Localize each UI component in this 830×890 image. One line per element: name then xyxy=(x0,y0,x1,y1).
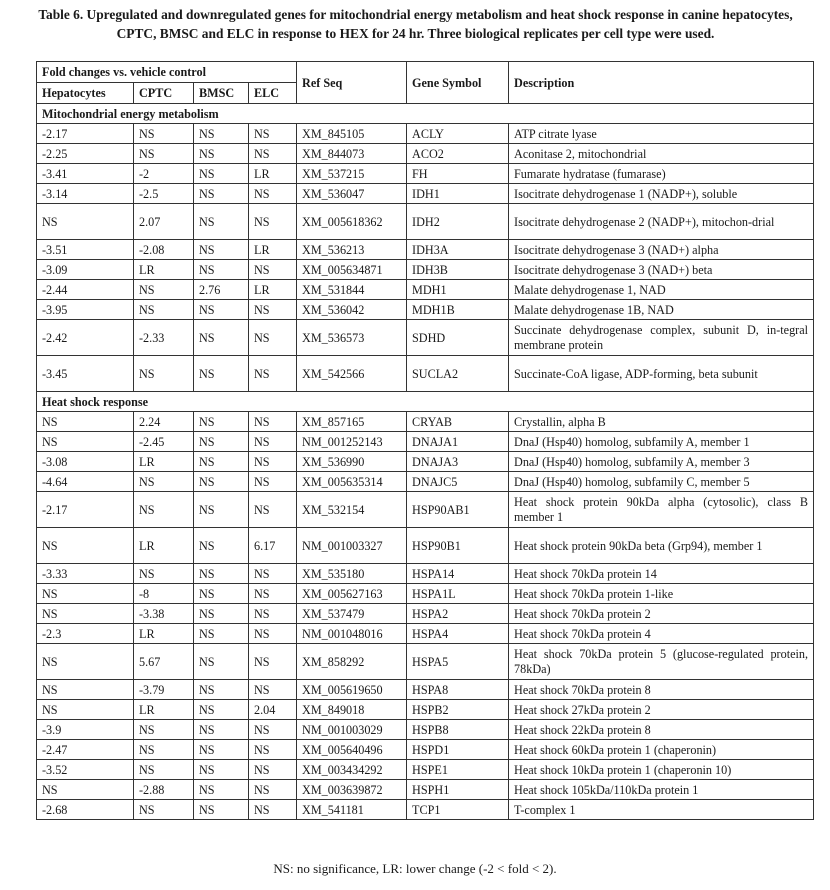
header-row-1 xyxy=(37,62,814,83)
description-cell: Heat shock 70kDa protein 5 (glucose-regulated protein, 78kDa) xyxy=(509,644,814,680)
table-row xyxy=(37,452,814,472)
table-row xyxy=(37,760,814,780)
hepatocytes-cell: -2.17 xyxy=(37,492,134,528)
gene-symbol-cell: HSP90AB1 xyxy=(407,492,509,528)
gene-symbol-cell: HSP90B1 xyxy=(407,528,509,564)
cptc-cell: -8 xyxy=(134,584,194,604)
table-row xyxy=(37,144,814,164)
cptc-cell: NS xyxy=(134,472,194,492)
refseq-cell: NM_001003029 xyxy=(297,720,407,740)
bmsc-cell: NS xyxy=(194,700,249,720)
description-cell: DnaJ (Hsp40) homolog, subfamily A, member 1 xyxy=(509,432,814,452)
table-footnote: NS: no significance, LR: lower change (-2 < fold < 2). xyxy=(273,861,557,876)
bmsc-header: BMSC xyxy=(194,83,249,104)
description-cell: Heat shock 10kDa protein 1 (chaperonin 10) xyxy=(509,760,814,780)
elc-cell: LR xyxy=(249,240,297,260)
cptc-cell: LR xyxy=(134,700,194,720)
refseq-cell: XM_005618362 xyxy=(297,204,407,240)
section-row xyxy=(37,392,814,412)
cptc-cell: NS xyxy=(134,720,194,740)
hepatocytes-cell: NS xyxy=(37,680,134,700)
bmsc-cell: NS xyxy=(194,492,249,528)
elc-cell: NS xyxy=(249,124,297,144)
refseq-cell: XM_531844 xyxy=(297,280,407,300)
refseq-cell: XM_535180 xyxy=(297,564,407,584)
hepatocytes-cell: NS xyxy=(37,528,134,564)
elc-cell: NS xyxy=(249,356,297,392)
hepatocytes-cell: NS xyxy=(37,432,134,452)
cptc-header: CPTC xyxy=(134,83,194,104)
gene-symbol-cell: HSPE1 xyxy=(407,760,509,780)
hepatocytes-cell: -3.95 xyxy=(37,300,134,320)
gene-symbol-cell: IDH3B xyxy=(407,260,509,280)
cptc-cell: 5.67 xyxy=(134,644,194,680)
table-row xyxy=(37,680,814,700)
bmsc-cell: NS xyxy=(194,680,249,700)
elc-cell: NS xyxy=(249,720,297,740)
refseq-cell: XM_532154 xyxy=(297,492,407,528)
table-row xyxy=(37,472,814,492)
hepatocytes-cell: -2.47 xyxy=(37,740,134,760)
refseq-cell: XM_857165 xyxy=(297,412,407,432)
elc-cell: NS xyxy=(249,144,297,164)
refseq-cell: XM_005635314 xyxy=(297,472,407,492)
hepatocytes-cell: -3.14 xyxy=(37,184,134,204)
bmsc-cell: NS xyxy=(194,564,249,584)
cptc-cell: NS xyxy=(134,356,194,392)
hepatocytes-cell: -2.17 xyxy=(37,124,134,144)
refseq-cell: XM_849018 xyxy=(297,700,407,720)
hepatocytes-cell: -3.51 xyxy=(37,240,134,260)
cptc-cell: -3.38 xyxy=(134,604,194,624)
gene-symbol-cell: HSPA1L xyxy=(407,584,509,604)
cptc-cell: 2.07 xyxy=(134,204,194,240)
elc-cell: NS xyxy=(249,432,297,452)
bmsc-cell: NS xyxy=(194,300,249,320)
elc-cell: NS xyxy=(249,624,297,644)
cptc-cell: LR xyxy=(134,624,194,644)
table-row xyxy=(37,320,814,356)
description-cell: Aconitase 2, mitochondrial xyxy=(509,144,814,164)
refseq-cell: NM_001048016 xyxy=(297,624,407,644)
table-row xyxy=(37,164,814,184)
elc-cell: NS xyxy=(249,452,297,472)
refseq-cell: XM_858292 xyxy=(297,644,407,680)
description-cell: DnaJ (Hsp40) homolog, subfamily A, member 3 xyxy=(509,452,814,472)
table-row xyxy=(37,356,814,392)
cptc-cell: -2.08 xyxy=(134,240,194,260)
table-row xyxy=(37,260,814,280)
table-row xyxy=(37,300,814,320)
hepatocytes-cell: -2.3 xyxy=(37,624,134,644)
hepatocytes-cell: -2.44 xyxy=(37,280,134,300)
gene-symbol-cell: HSPD1 xyxy=(407,740,509,760)
bmsc-cell: NS xyxy=(194,528,249,564)
table-row xyxy=(37,800,814,820)
refseq-cell: XM_536042 xyxy=(297,300,407,320)
table-row xyxy=(37,432,814,452)
elc-cell: NS xyxy=(249,604,297,624)
cptc-cell: NS xyxy=(134,800,194,820)
description-cell: Heat shock protein 90kDa beta (Grp94), member 1 xyxy=(509,528,814,564)
description-header: Description xyxy=(509,62,814,104)
cptc-cell: -2 xyxy=(134,164,194,184)
description-cell: Heat shock 60kDa protein 1 (chaperonin) xyxy=(509,740,814,760)
gene-symbol-cell: FH xyxy=(407,164,509,184)
table-row xyxy=(37,604,814,624)
cptc-cell: NS xyxy=(134,280,194,300)
bmsc-cell: NS xyxy=(194,124,249,144)
gene-symbol-cell: HSPA5 xyxy=(407,644,509,680)
elc-cell: NS xyxy=(249,412,297,432)
elc-cell: NS xyxy=(249,260,297,280)
table-row xyxy=(37,124,814,144)
cptc-cell: NS xyxy=(134,144,194,164)
gene-symbol-cell: IDH3A xyxy=(407,240,509,260)
table-row xyxy=(37,624,814,644)
gene-symbol-cell: HSPA4 xyxy=(407,624,509,644)
elc-cell: NS xyxy=(249,492,297,528)
cptc-cell: NS xyxy=(134,740,194,760)
hepatocytes-cell: NS xyxy=(37,780,134,800)
refseq-cell: XM_005640496 xyxy=(297,740,407,760)
hepatocytes-cell: -3.09 xyxy=(37,260,134,280)
gene-symbol-cell: ACLY xyxy=(407,124,509,144)
elc-cell: LR xyxy=(249,164,297,184)
elc-cell: NS xyxy=(249,680,297,700)
elc-cell: NS xyxy=(249,564,297,584)
bmsc-cell: NS xyxy=(194,204,249,240)
hepatocytes-cell: -4.64 xyxy=(37,472,134,492)
bmsc-cell: NS xyxy=(194,432,249,452)
cptc-cell: NS xyxy=(134,124,194,144)
hepatocytes-cell: -2.68 xyxy=(37,800,134,820)
description-cell: Heat shock 22kDa protein 8 xyxy=(509,720,814,740)
description-cell: Heat shock 70kDa protein 1-like xyxy=(509,584,814,604)
table-row xyxy=(37,280,814,300)
section-title: Mitochondrial energy metabolism xyxy=(37,104,814,124)
gene-symbol-cell: TCP1 xyxy=(407,800,509,820)
elc-cell: 2.04 xyxy=(249,700,297,720)
description-cell: Heat shock 105kDa/110kDa protein 1 xyxy=(509,780,814,800)
bmsc-cell: NS xyxy=(194,740,249,760)
refseq-header: Ref Seq xyxy=(297,62,407,104)
description-cell: Isocitrate dehydrogenase 1 (NADP+), soluble xyxy=(509,184,814,204)
refseq-cell: XM_005634871 xyxy=(297,260,407,280)
hepatocytes-cell: -3.41 xyxy=(37,164,134,184)
gene-symbol-cell: MDH1B xyxy=(407,300,509,320)
cptc-cell: -2.88 xyxy=(134,780,194,800)
gene-symbol-cell: IDH1 xyxy=(407,184,509,204)
gene-symbol-cell: DNAJA1 xyxy=(407,432,509,452)
table-row xyxy=(37,204,814,240)
refseq-cell: XM_005619650 xyxy=(297,680,407,700)
hepatocytes-cell: NS xyxy=(37,604,134,624)
elc-cell: 6.17 xyxy=(249,528,297,564)
refseq-cell: XM_542566 xyxy=(297,356,407,392)
bmsc-cell: NS xyxy=(194,240,249,260)
bmsc-cell: NS xyxy=(194,452,249,472)
elc-cell: NS xyxy=(249,184,297,204)
elc-cell: NS xyxy=(249,740,297,760)
gene-symbol-cell: HSPA14 xyxy=(407,564,509,584)
section-row xyxy=(37,104,814,124)
gene-symbol-cell: SUCLA2 xyxy=(407,356,509,392)
elc-cell: NS xyxy=(249,300,297,320)
refseq-cell: XM_541181 xyxy=(297,800,407,820)
bmsc-cell: NS xyxy=(194,624,249,644)
gene-symbol-cell: HSPA2 xyxy=(407,604,509,624)
gene-table xyxy=(36,61,814,820)
cptc-cell: NS xyxy=(134,300,194,320)
description-cell: Malate dehydrogenase 1, NAD xyxy=(509,280,814,300)
cptc-cell: NS xyxy=(134,492,194,528)
hepatocytes-cell: NS xyxy=(37,204,134,240)
hepatocytes-cell: -3.52 xyxy=(37,760,134,780)
hepatocytes-cell: NS xyxy=(37,412,134,432)
hepatocytes-cell: NS xyxy=(37,584,134,604)
bmsc-cell: NS xyxy=(194,800,249,820)
bmsc-cell: NS xyxy=(194,356,249,392)
gene-symbol-cell: HSPH1 xyxy=(407,780,509,800)
cptc-cell: -2.5 xyxy=(134,184,194,204)
table-row xyxy=(37,184,814,204)
refseq-cell: XM_003639872 xyxy=(297,780,407,800)
elc-cell: NS xyxy=(249,584,297,604)
description-cell: Succinate-CoA ligase, ADP-forming, beta subunit xyxy=(509,356,814,392)
table-row xyxy=(37,528,814,564)
bmsc-cell: NS xyxy=(194,412,249,432)
refseq-cell: XM_536047 xyxy=(297,184,407,204)
refseq-cell: XM_536573 xyxy=(297,320,407,356)
description-cell: Heat shock 70kDa protein 2 xyxy=(509,604,814,624)
bmsc-cell: NS xyxy=(194,644,249,680)
description-cell: Succinate dehydrogenase complex, subunit D, in-tegral membrane protein xyxy=(509,320,814,356)
elc-header: ELC xyxy=(249,83,297,104)
table-row xyxy=(37,564,814,584)
description-cell: Heat shock 70kDa protein 4 xyxy=(509,624,814,644)
table-row xyxy=(37,412,814,432)
table-caption: Table 6. Upregulated and downregulated genes for mitochondrial energy metabolism and heat shock response in canine hepatocytes, CPTC, BMSC and ELC in response to HEX for 24 hr. Three biological replicates per cell type were used. xyxy=(38,7,793,41)
table-body xyxy=(37,62,814,820)
table-row xyxy=(37,584,814,604)
hepatocytes-cell: -3.9 xyxy=(37,720,134,740)
table-row xyxy=(37,492,814,528)
refseq-cell: NM_001252143 xyxy=(297,432,407,452)
gene-symbol-cell: HSPB8 xyxy=(407,720,509,740)
elc-cell: NS xyxy=(249,800,297,820)
table-row xyxy=(37,740,814,760)
table-row xyxy=(37,240,814,260)
description-cell: Fumarate hydratase (fumarase) xyxy=(509,164,814,184)
cptc-cell: 2.24 xyxy=(134,412,194,432)
bmsc-cell: NS xyxy=(194,584,249,604)
bmsc-cell: NS xyxy=(194,780,249,800)
hepatocytes-cell: NS xyxy=(37,700,134,720)
hepatocytes-cell: -2.25 xyxy=(37,144,134,164)
description-cell: Malate dehydrogenase 1B, NAD xyxy=(509,300,814,320)
cptc-cell: -3.79 xyxy=(134,680,194,700)
refseq-cell: XM_844073 xyxy=(297,144,407,164)
hepatocytes-cell: -2.42 xyxy=(37,320,134,356)
cptc-cell: NS xyxy=(134,564,194,584)
gene-symbol-cell: HSPB2 xyxy=(407,700,509,720)
cptc-cell: -2.45 xyxy=(134,432,194,452)
bmsc-cell: NS xyxy=(194,144,249,164)
table-row xyxy=(37,720,814,740)
bmsc-cell: NS xyxy=(194,472,249,492)
bmsc-cell: NS xyxy=(194,164,249,184)
refseq-cell: XM_845105 xyxy=(297,124,407,144)
cptc-cell: LR xyxy=(134,452,194,472)
hepatocytes-cell: -3.08 xyxy=(37,452,134,472)
description-cell: Heat shock 70kDa protein 14 xyxy=(509,564,814,584)
section-title: Heat shock response xyxy=(37,392,814,412)
bmsc-cell: NS xyxy=(194,184,249,204)
elc-cell: NS xyxy=(249,780,297,800)
elc-cell: NS xyxy=(249,644,297,680)
cptc-cell: LR xyxy=(134,528,194,564)
gene-symbol-cell: CRYAB xyxy=(407,412,509,432)
description-cell: Heat shock 27kDa protein 2 xyxy=(509,700,814,720)
gene-symbol-cell: SDHD xyxy=(407,320,509,356)
elc-cell: NS xyxy=(249,760,297,780)
hepatocytes-cell: -3.45 xyxy=(37,356,134,392)
description-cell: Heat shock 70kDa protein 8 xyxy=(509,680,814,700)
bmsc-cell: NS xyxy=(194,604,249,624)
elc-cell: NS xyxy=(249,320,297,356)
description-cell: Isocitrate dehydrogenase 3 (NAD+) beta xyxy=(509,260,814,280)
bmsc-cell: NS xyxy=(194,720,249,740)
refseq-cell: XM_003434292 xyxy=(297,760,407,780)
cptc-cell: -2.33 xyxy=(134,320,194,356)
hepatocytes-header: Hepatocytes xyxy=(37,83,134,104)
gene-symbol-cell: HSPA8 xyxy=(407,680,509,700)
description-cell: DnaJ (Hsp40) homolog, subfamily C, member 5 xyxy=(509,472,814,492)
gene-symbol-header: Gene Symbol xyxy=(407,62,509,104)
refseq-cell: XM_005627163 xyxy=(297,584,407,604)
gene-symbol-cell: MDH1 xyxy=(407,280,509,300)
description-cell: Isocitrate dehydrogenase 3 (NAD+) alpha xyxy=(509,240,814,260)
table-row xyxy=(37,644,814,680)
bmsc-cell: NS xyxy=(194,760,249,780)
gene-symbol-cell: ACO2 xyxy=(407,144,509,164)
description-cell: Heat shock protein 90kDa alpha (cytosolic), class B member 1 xyxy=(509,492,814,528)
refseq-cell: XM_536213 xyxy=(297,240,407,260)
elc-cell: LR xyxy=(249,280,297,300)
elc-cell: NS xyxy=(249,204,297,240)
cptc-cell: LR xyxy=(134,260,194,280)
refseq-cell: XM_537479 xyxy=(297,604,407,624)
table-row xyxy=(37,700,814,720)
hepatocytes-cell: -3.33 xyxy=(37,564,134,584)
table-row xyxy=(37,780,814,800)
description-cell: T-complex 1 xyxy=(509,800,814,820)
bmsc-cell: NS xyxy=(194,260,249,280)
gene-symbol-cell: IDH2 xyxy=(407,204,509,240)
description-cell: Crystallin, alpha B xyxy=(509,412,814,432)
refseq-cell: XM_536990 xyxy=(297,452,407,472)
description-cell: ATP citrate lyase xyxy=(509,124,814,144)
fold-changes-header: Fold changes vs. vehicle control xyxy=(37,62,297,83)
refseq-cell: NM_001003327 xyxy=(297,528,407,564)
bmsc-cell: NS xyxy=(194,320,249,356)
gene-symbol-cell: DNAJC5 xyxy=(407,472,509,492)
gene-symbol-cell: DNAJA3 xyxy=(407,452,509,472)
hepatocytes-cell: NS xyxy=(37,644,134,680)
bmsc-cell: 2.76 xyxy=(194,280,249,300)
refseq-cell: XM_537215 xyxy=(297,164,407,184)
description-cell: Isocitrate dehydrogenase 2 (NADP+), mitochon-drial xyxy=(509,204,814,240)
cptc-cell: NS xyxy=(134,760,194,780)
elc-cell: NS xyxy=(249,472,297,492)
